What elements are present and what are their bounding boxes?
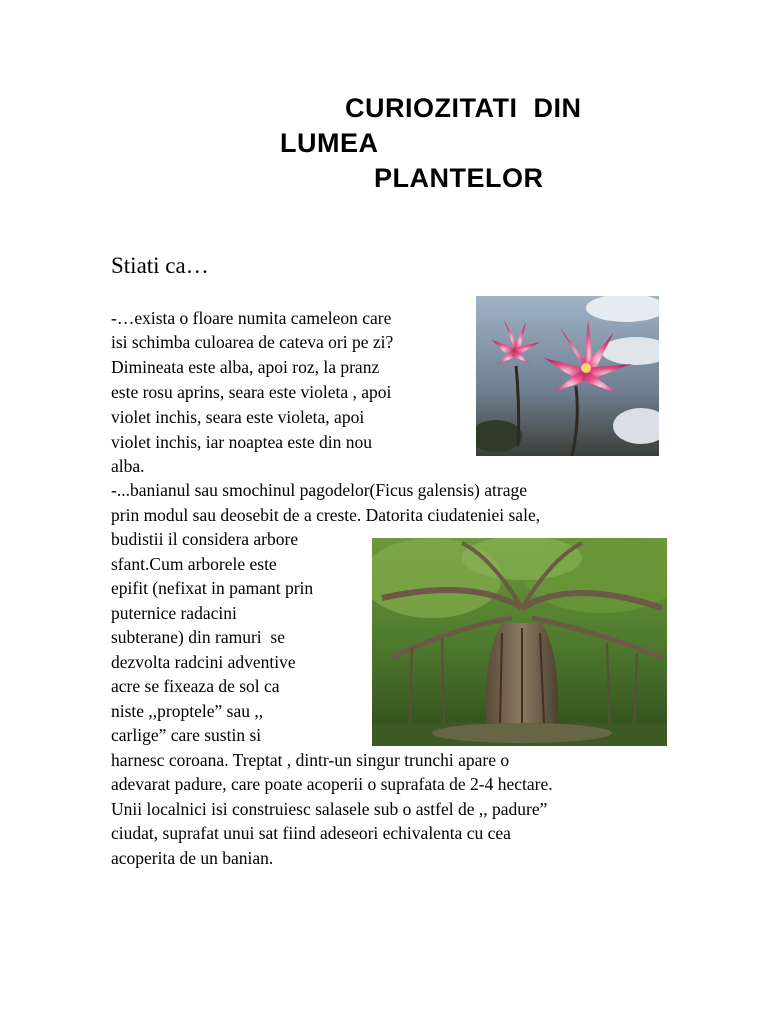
p2-line: adevarat padure, care poate acoperii o suprafata de 2-4 hectare. — [111, 774, 553, 794]
p2-line: -...banianul sau smochinul pagodelor(Ficus galensis) atrage — [111, 480, 528, 500]
p2-line: Unii localnici isi construiesc salasele sub o astfel de ,, padure” — [111, 799, 548, 819]
p2-line: harnesc coroana. Treptat , dintr-un singur trunchi apare o — [111, 750, 510, 770]
p2-line: niste ,,proptele” sau ,, — [111, 701, 264, 721]
p1-line: alba. — [111, 456, 145, 476]
title-line-2: LUMEA — [280, 128, 379, 158]
intro-text: Stiati ca… — [111, 253, 209, 278]
lotus-flower-photo — [476, 296, 659, 456]
p1-line: violet inchis, seara este violeta, apoi — [111, 407, 365, 427]
p2-line: epifit (nefixat in pamant prin — [111, 578, 314, 598]
p2-line: sfant.Cum arborele este — [111, 554, 277, 574]
p1-line: violet inchis, iar noaptea este din nou — [111, 432, 372, 452]
p2-line: puternice radacini — [111, 603, 237, 623]
p1-line: -…exista o floare numita cameleon care — [111, 308, 392, 328]
banyan-tree-photo — [372, 538, 667, 746]
p2-line: subterane) din ramuri se — [111, 627, 285, 647]
p1-line: Dimineata este alba, apoi roz, la pranz — [111, 357, 380, 377]
p2-line: dezvolta radcini adventive — [111, 652, 296, 672]
p2-line: ciudat, suprafat unui sat fiind adeseori echivalenta cu cea — [111, 823, 511, 843]
p2-line: acre se fixeaza de sol ca — [111, 676, 280, 696]
p1-line: este rosu aprins, seara este violeta , apoi — [111, 382, 392, 402]
p2-line: budistii il considera arbore — [111, 529, 299, 549]
p2-line: acoperita de un banian. — [111, 848, 274, 868]
p1-line: isi schimba culoarea de cateva ori pe zi? — [111, 332, 394, 352]
title-line-3: PLANTELOR — [374, 163, 544, 193]
title-line-1: CURIOZITATI DIN — [345, 93, 582, 123]
p2-line: prin modul sau deosebit de a creste. Datorita ciudateniei sale, — [111, 505, 541, 525]
p2-line: carlige” care sustin si — [111, 725, 262, 745]
